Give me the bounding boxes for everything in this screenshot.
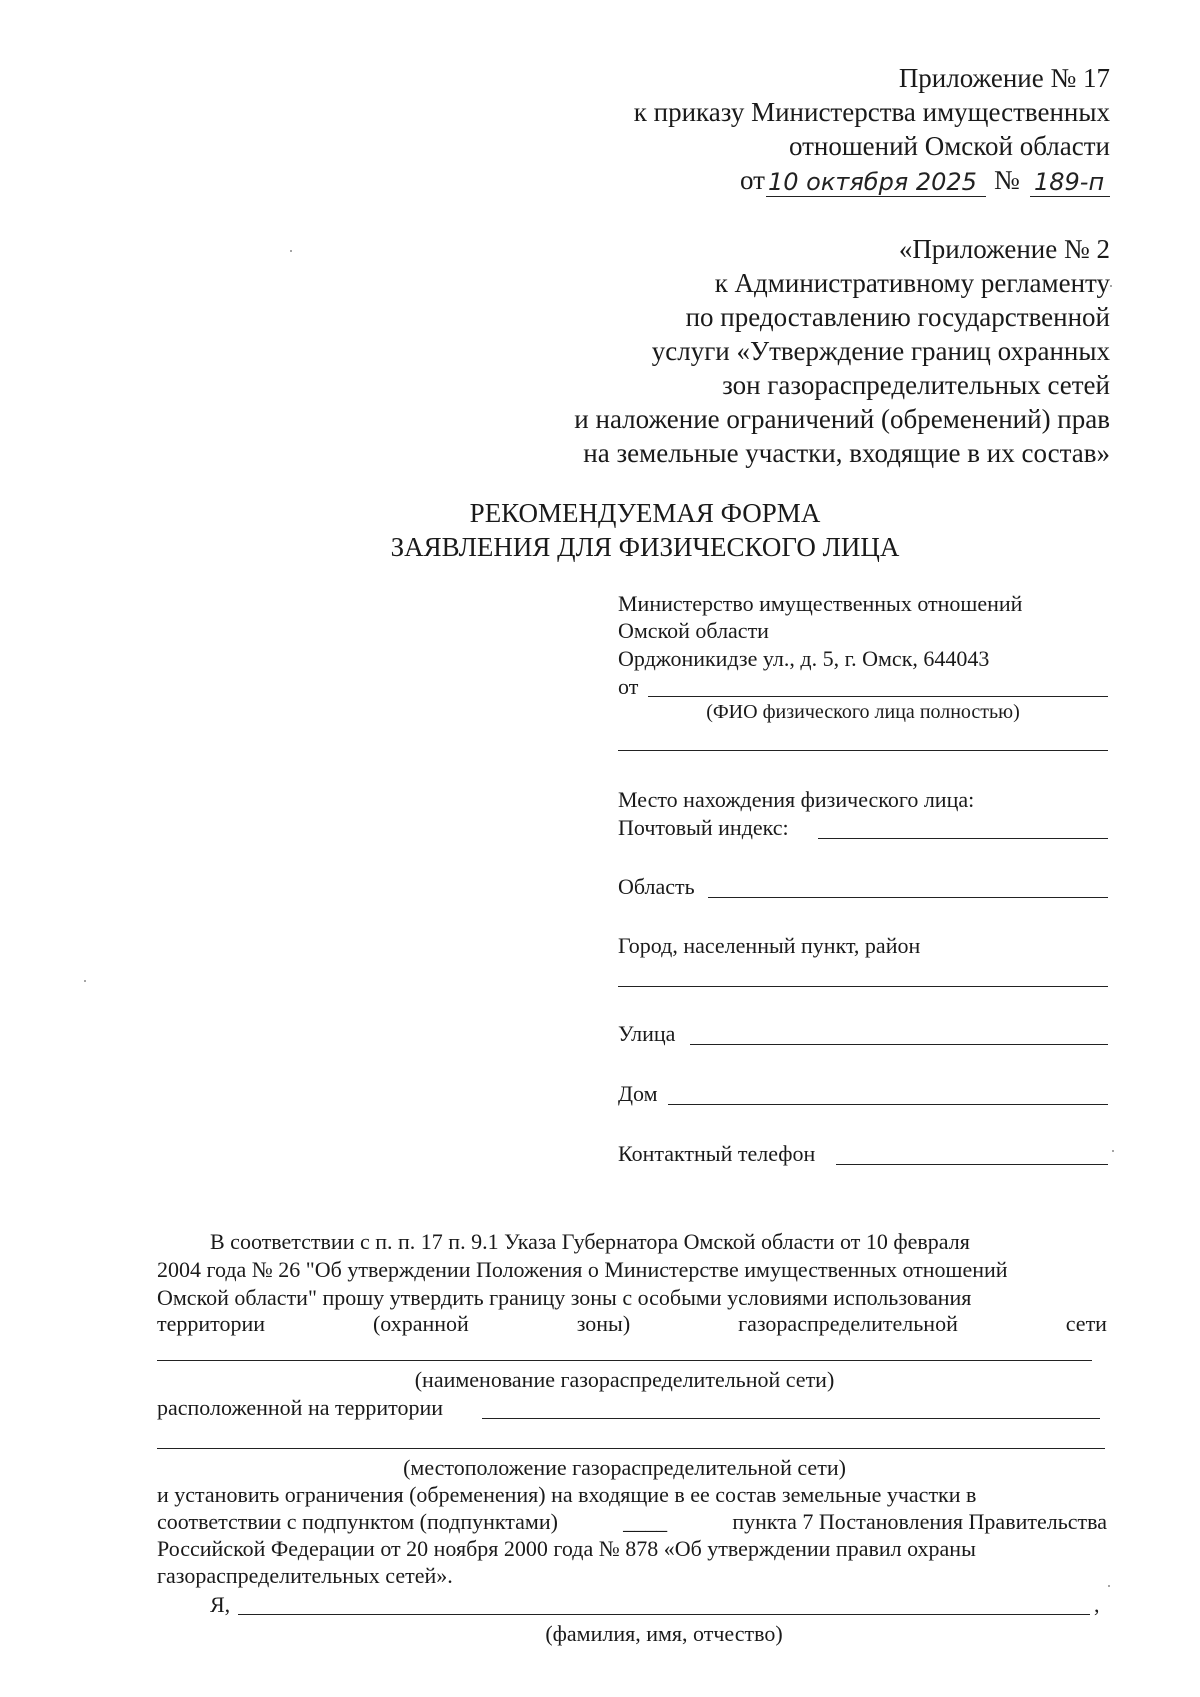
- addressee-line-2: Омской области: [618, 618, 769, 643]
- located-label: расположенной на территории: [157, 1395, 443, 1420]
- scan-speck: [1108, 1585, 1110, 1587]
- region-field[interactable]: [708, 897, 1108, 898]
- order-line-2: отношений Омской области: [788, 131, 1110, 161]
- applicant-name-hint: (ФИО физического лица полностью): [706, 701, 1020, 723]
- fio-hint: (фамилия, имя, отчество): [545, 1621, 783, 1646]
- regulation-line: зон газораспределительных сетей: [722, 370, 1110, 400]
- addressee-line-3: Орджоникидзе ул., д. 5, г. Омск, 644043: [618, 646, 990, 671]
- order-date-handwritten: 10 октября 2025: [768, 168, 977, 196]
- regulation-line: «Приложение № 2: [898, 234, 1110, 264]
- form-title-line-2: ЗАЯВЛЕНИЯ ДЛЯ ФИЗИЧЕСКОГО ЛИЦА: [390, 532, 900, 562]
- order-number-handwritten: 189-п: [1034, 168, 1105, 196]
- addressee-line-1: Министерство имущественных отношений: [618, 591, 1023, 616]
- body-line: Омской области" прошу утвердить границу зоны с особыми условиями использования: [157, 1285, 972, 1310]
- body-justified-line: [157, 1508, 1107, 1535]
- body-word: зоны): [576, 1311, 631, 1336]
- i-label: Я,: [210, 1592, 231, 1617]
- body-word: территории: [157, 1311, 266, 1336]
- order-number-sign: №: [994, 165, 1020, 195]
- body-word: сети: [1065, 1311, 1107, 1336]
- scan-speck: [1110, 285, 1112, 287]
- order-from-label: от: [740, 165, 765, 195]
- regulation-line: и наложение ограничений (обременений) прав: [574, 404, 1110, 434]
- postal-code-field[interactable]: [818, 838, 1108, 839]
- body-line: газораспределительных сетей».: [157, 1563, 453, 1588]
- body-line: 2004 года № 26 "Об утверждении Положения о Министерстве имущественных отношений: [157, 1257, 1008, 1282]
- scan-speck: [1112, 1150, 1114, 1152]
- from-label: от: [618, 674, 639, 699]
- appendix-number: Приложение № 17: [898, 63, 1110, 93]
- applicant-name-field-2[interactable]: [618, 750, 1108, 751]
- city-field[interactable]: [618, 986, 1108, 987]
- house-field[interactable]: [668, 1104, 1108, 1105]
- network-location-hint: (местоположение газораспределительной сети): [403, 1455, 846, 1480]
- subpoint-blank[interactable]: ____: [623, 1509, 668, 1534]
- scan-speck: [84, 980, 86, 982]
- scan-speck: [290, 250, 292, 252]
- phone-field[interactable]: [836, 1164, 1108, 1165]
- body-line: и установить ограничения (обременения) на входящие в ее состав земельные участки в: [157, 1482, 977, 1507]
- network-name-hint: (наименование газораспределительной сети): [414, 1367, 835, 1392]
- network-location-field[interactable]: [157, 1448, 1105, 1449]
- postal-code-label: Почтовый индекс:: [618, 815, 789, 840]
- city-label: Город, населенный пункт, район: [618, 933, 921, 958]
- regulation-line: по предоставлению государственной: [685, 302, 1110, 332]
- located-field[interactable]: [482, 1418, 1100, 1419]
- street-label: Улица: [618, 1021, 676, 1046]
- body-justified-line: [157, 1310, 1107, 1337]
- i-trailing-comma: ,: [1094, 1592, 1100, 1617]
- region-label: Область: [618, 874, 695, 899]
- body-line: Российской Федерации от 20 ноября 2000 года № 878 «Об утверждении правил охраны: [157, 1536, 976, 1561]
- subpoint-label-cont: пункта 7 Постановления Правительства: [732, 1509, 1107, 1534]
- regulation-line: к Административному регламенту: [714, 268, 1110, 298]
- order-number-underline: [1030, 196, 1110, 197]
- form-title-line-1: РЕКОМЕНДУЕМАЯ ФОРМА: [469, 498, 821, 528]
- house-label: Дом: [618, 1081, 658, 1106]
- order-line-1: к приказу Министерства имущественных: [633, 97, 1110, 127]
- regulation-line: услуги «Утверждение границ охранных: [651, 336, 1110, 366]
- body-word: газораспределительной: [738, 1311, 958, 1336]
- applicant-name-field[interactable]: [648, 696, 1108, 697]
- regulation-line: на земельные участки, входящие в их состав»: [583, 438, 1110, 468]
- fio-field[interactable]: [238, 1614, 1090, 1615]
- network-name-field[interactable]: [157, 1360, 1092, 1361]
- location-label: Место нахождения физического лица:: [618, 787, 975, 812]
- body-line: В соответствии с п. п. 17 п. 9.1 Указа Губернатора Омской области от 10 февраля: [210, 1229, 970, 1254]
- body-word: (охранной: [372, 1311, 469, 1336]
- subpoint-label: соответствии с подпунктом (подпунктами): [157, 1509, 558, 1534]
- order-date-underline: [766, 196, 986, 197]
- phone-label: Контактный телефон: [618, 1141, 816, 1166]
- street-field[interactable]: [690, 1044, 1108, 1045]
